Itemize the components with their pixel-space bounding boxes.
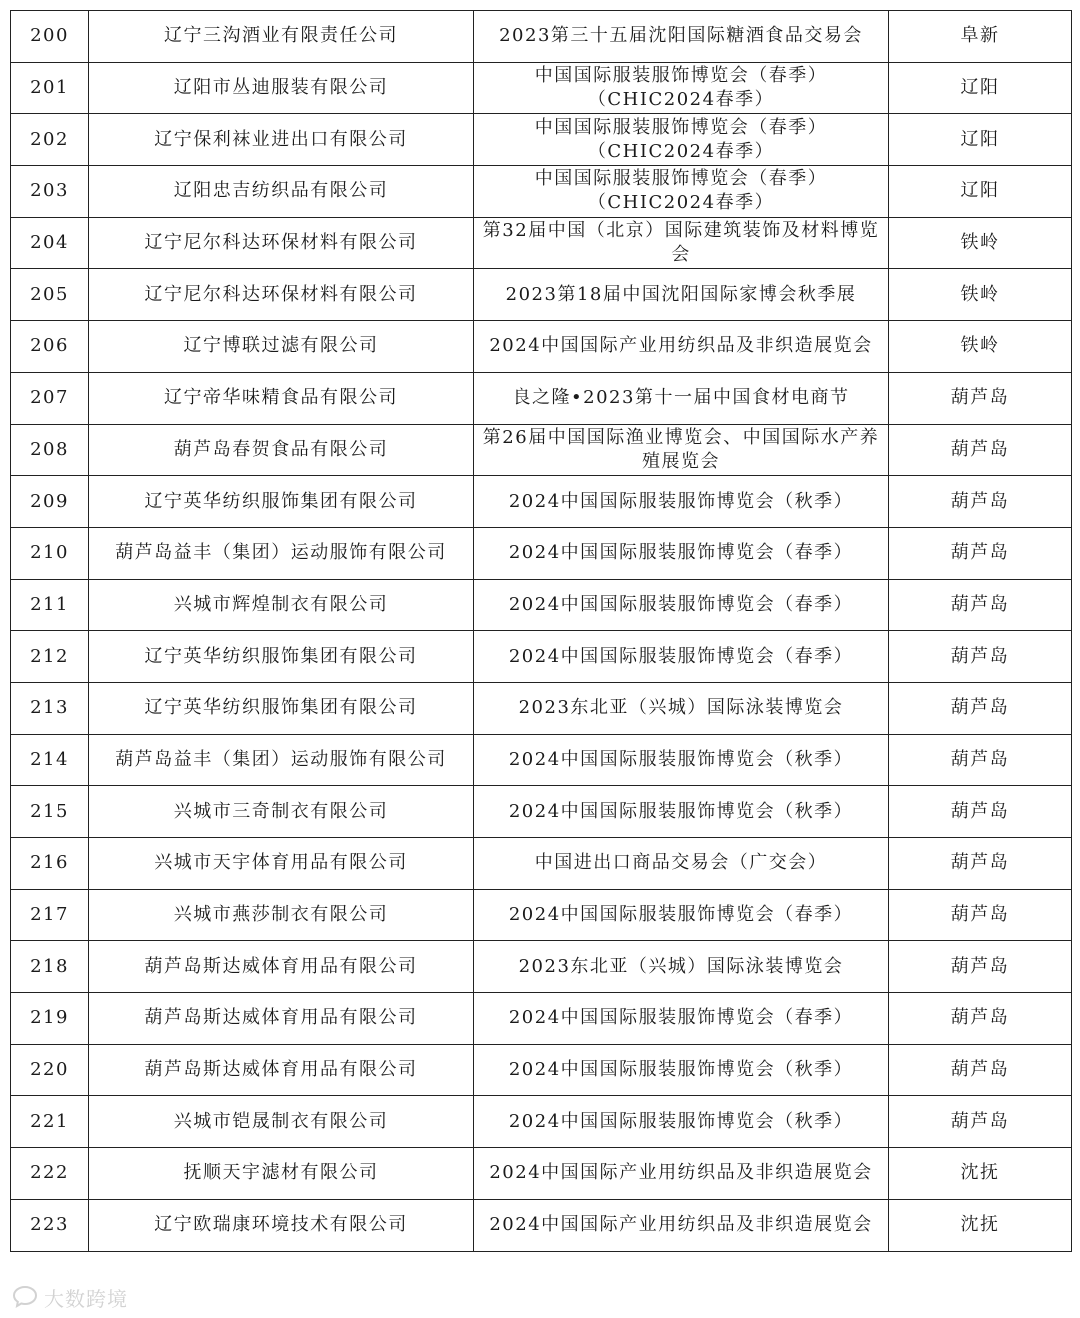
- exhibition-name: 中国国际服装服饰博览会（春季）（CHIC2024春季）: [474, 114, 889, 166]
- table-row: [11, 62, 1072, 114]
- region-name: 葫芦岛: [889, 372, 1072, 424]
- region-name: 铁岭: [889, 217, 1072, 269]
- company-name: 兴城市燕莎制衣有限公司: [89, 889, 474, 941]
- region-name: 葫芦岛: [889, 1096, 1072, 1148]
- row-number: 209: [11, 476, 89, 528]
- company-name: 葫芦岛益丰（集团）运动服饰有限公司: [89, 527, 474, 579]
- region-name: 葫芦岛: [889, 838, 1072, 890]
- row-number: 211: [11, 579, 89, 631]
- table-row: [11, 734, 1072, 786]
- table-row: [11, 527, 1072, 579]
- table-row: [11, 1199, 1072, 1251]
- company-name: 辽宁帝华味精食品有限公司: [89, 372, 474, 424]
- company-name: 辽宁博联过滤有限公司: [89, 321, 474, 373]
- region-name: 沈抚: [889, 1199, 1072, 1251]
- table-row: [11, 476, 1072, 528]
- company-name: 兴城市三奇制衣有限公司: [89, 786, 474, 838]
- exhibition-name: 2023第18届中国沈阳国际家博会秋季展: [474, 269, 889, 321]
- exhibition-name: 2024中国国际服装服饰博览会（秋季）: [474, 786, 889, 838]
- region-name: 辽阳: [889, 62, 1072, 114]
- exhibition-name: 中国国际服装服饰博览会（春季）（CHIC2024春季）: [474, 62, 889, 114]
- row-number: 200: [11, 11, 89, 63]
- company-name: 辽宁英华纺织服饰集团有限公司: [89, 631, 474, 683]
- exhibition-name: 2024中国国际产业用纺织品及非织造展览会: [474, 1148, 889, 1200]
- company-name: 辽阳忠吉纺织品有限公司: [89, 166, 474, 218]
- table-row: [11, 993, 1072, 1045]
- table-row: [11, 269, 1072, 321]
- company-name: 葫芦岛斯达威体育用品有限公司: [89, 993, 474, 1045]
- row-number: 204: [11, 217, 89, 269]
- company-name: 辽宁保利袜业进出口有限公司: [89, 114, 474, 166]
- row-number: 223: [11, 1199, 89, 1251]
- row-number: 205: [11, 269, 89, 321]
- row-number: 216: [11, 838, 89, 890]
- exhibition-name: 2023东北亚（兴城）国际泳装博览会: [474, 941, 889, 993]
- row-number: 214: [11, 734, 89, 786]
- region-name: 葫芦岛: [889, 993, 1072, 1045]
- region-name: 葫芦岛: [889, 476, 1072, 528]
- table-row: [11, 941, 1072, 993]
- region-name: 葫芦岛: [889, 579, 1072, 631]
- exhibition-name: 第32届中国（北京）国际建筑装饰及材料博览会: [474, 217, 889, 269]
- row-number: 207: [11, 372, 89, 424]
- region-name: 葫芦岛: [889, 786, 1072, 838]
- company-name: 葫芦岛斯达威体育用品有限公司: [89, 1044, 474, 1096]
- company-name: 辽宁英华纺织服饰集团有限公司: [89, 476, 474, 528]
- table-body: [11, 11, 1072, 1252]
- table-row: [11, 682, 1072, 734]
- row-number: 217: [11, 889, 89, 941]
- company-name: 辽阳市丛迪服装有限公司: [89, 62, 474, 114]
- table-row: [11, 11, 1072, 63]
- region-name: 葫芦岛: [889, 631, 1072, 683]
- exhibition-name: 2024中国国际服装服饰博览会（春季）: [474, 579, 889, 631]
- region-name: 沈抚: [889, 1148, 1072, 1200]
- region-name: 葫芦岛: [889, 941, 1072, 993]
- exhibition-name: 2024中国国际服装服饰博览会（秋季）: [474, 476, 889, 528]
- row-number: 213: [11, 682, 89, 734]
- company-name: 辽宁三沟酒业有限责任公司: [89, 11, 474, 63]
- company-name: 抚顺天宇滤材有限公司: [89, 1148, 474, 1200]
- exhibition-name: 第26届中国国际渔业博览会、中国国际水产养殖展览会: [474, 424, 889, 476]
- company-name: 辽宁尼尔科达环保材料有限公司: [89, 217, 474, 269]
- region-name: 葫芦岛: [889, 889, 1072, 941]
- row-number: 215: [11, 786, 89, 838]
- table-row: [11, 631, 1072, 683]
- row-number: 203: [11, 166, 89, 218]
- row-number: 221: [11, 1096, 89, 1148]
- exhibition-name: 2024中国国际服装服饰博览会（春季）: [474, 527, 889, 579]
- company-name: 辽宁欧瑞康环境技术有限公司: [89, 1199, 474, 1251]
- region-name: 辽阳: [889, 166, 1072, 218]
- row-number: 220: [11, 1044, 89, 1096]
- region-name: 葫芦岛: [889, 424, 1072, 476]
- row-number: 206: [11, 321, 89, 373]
- row-number: 201: [11, 62, 89, 114]
- exhibition-name: 2024中国国际产业用纺织品及非织造展览会: [474, 1199, 889, 1251]
- row-number: 222: [11, 1148, 89, 1200]
- company-name: 葫芦岛益丰（集团）运动服饰有限公司: [89, 734, 474, 786]
- exhibition-name: 中国国际服装服饰博览会（春季）（CHIC2024春季）: [474, 166, 889, 218]
- table-row: [11, 838, 1072, 890]
- table-row: [11, 166, 1072, 218]
- table-row: [11, 217, 1072, 269]
- table-row: [11, 424, 1072, 476]
- region-name: 葫芦岛: [889, 527, 1072, 579]
- row-number: 218: [11, 941, 89, 993]
- company-name: 辽宁英华纺织服饰集团有限公司: [89, 682, 474, 734]
- table-row: [11, 114, 1072, 166]
- region-name: 铁岭: [889, 269, 1072, 321]
- company-name: 兴城市天宇体育用品有限公司: [89, 838, 474, 890]
- exhibition-name: 2023东北亚（兴城）国际泳装博览会: [474, 682, 889, 734]
- region-name: 葫芦岛: [889, 734, 1072, 786]
- exhibition-name: 2024中国国际服装服饰博览会（秋季）: [474, 1044, 889, 1096]
- table-row: [11, 1044, 1072, 1096]
- region-name: 葫芦岛: [889, 682, 1072, 734]
- region-name: 辽阳: [889, 114, 1072, 166]
- exhibitor-table: [10, 10, 1072, 1252]
- table-row: [11, 579, 1072, 631]
- row-number: 208: [11, 424, 89, 476]
- exhibition-name: 2024中国国际服装服饰博览会（春季）: [474, 631, 889, 683]
- row-number: 212: [11, 631, 89, 683]
- watermark-text: 大数跨境: [44, 1286, 128, 1311]
- exhibition-name: 2024中国国际产业用纺织品及非织造展览会: [474, 321, 889, 373]
- table-row: [11, 1096, 1072, 1148]
- region-name: 阜新: [889, 11, 1072, 63]
- company-name: 葫芦岛春贺食品有限公司: [89, 424, 474, 476]
- chat-bubble-icon: [12, 1285, 38, 1309]
- table-row: [11, 321, 1072, 373]
- table-row: [11, 786, 1072, 838]
- table-row: [11, 372, 1072, 424]
- exhibition-name: 2024中国国际服装服饰博览会（秋季）: [474, 734, 889, 786]
- region-name: 葫芦岛: [889, 1044, 1072, 1096]
- company-name: 兴城市铠晟制衣有限公司: [89, 1096, 474, 1148]
- table-row: [11, 1148, 1072, 1200]
- exhibition-name: 中国进出口商品交易会（广交会）: [474, 838, 889, 890]
- row-number: 202: [11, 114, 89, 166]
- company-name: 兴城市辉煌制衣有限公司: [89, 579, 474, 631]
- row-number: 210: [11, 527, 89, 579]
- company-name: 葫芦岛斯达威体育用品有限公司: [89, 941, 474, 993]
- company-name: 辽宁尼尔科达环保材料有限公司: [89, 269, 474, 321]
- row-number: 219: [11, 993, 89, 1045]
- region-name: 铁岭: [889, 321, 1072, 373]
- table-row: [11, 889, 1072, 941]
- exhibition-name: 2024中国国际服装服饰博览会（秋季）: [474, 1096, 889, 1148]
- exhibition-name: 良之隆•2023第十一届中国食材电商节: [474, 372, 889, 424]
- exhibition-name: 2024中国国际服装服饰博览会（春季）: [474, 889, 889, 941]
- exhibition-name: 2024中国国际服装服饰博览会（春季）: [474, 993, 889, 1045]
- exhibition-name: 2023第三十五届沈阳国际糖酒食品交易会: [474, 11, 889, 63]
- watermark: [12, 1283, 128, 1311]
